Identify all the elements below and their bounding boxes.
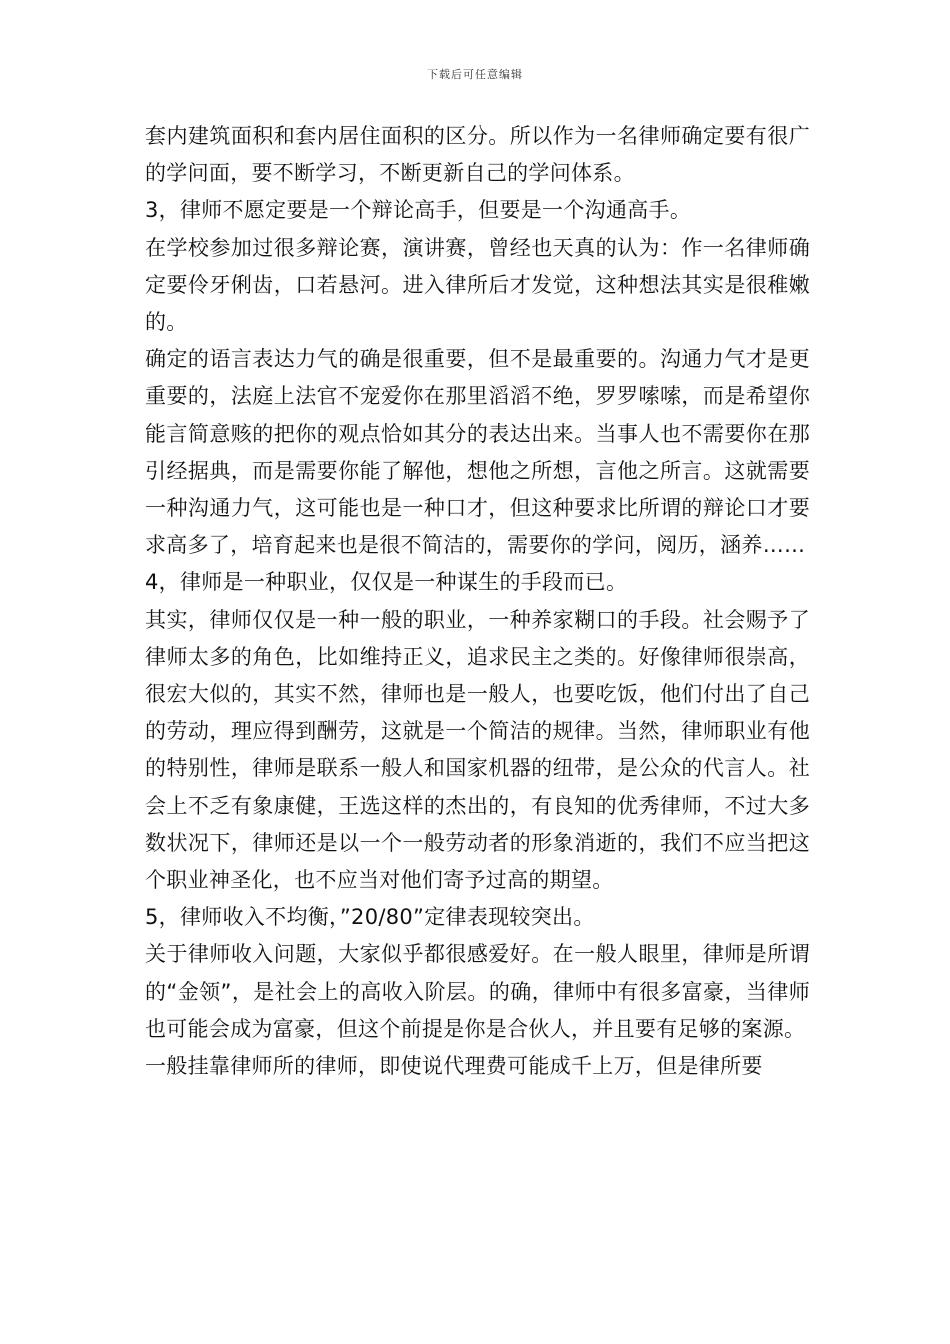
paragraph: 一般挂靠律师所的律师，即使说代理费可能成千上万，但是律所要 bbox=[145, 1054, 763, 1079]
section-heading-5: 5，律师收入不均衡，”20/80”定律表现较突出。 bbox=[145, 905, 595, 930]
document-body bbox=[145, 118, 810, 1085]
paragraph: 套内建筑面积和套内居住面积的区分。所以作为一名律师确定要有很广的学问面，要不断学习，不断更新自己的学问体系。 bbox=[145, 124, 810, 186]
paragraph: 在学校参加过很多辩论赛，演讲赛，曾经也天真的认为：作一名律师确定要伶牙俐齿，口若悬河。进入律所后才发觉，这种想法其实是很稚嫩的。 bbox=[145, 235, 810, 335]
page-header: 下载后可任意编辑 bbox=[427, 68, 523, 81]
paragraph: 关于律师收入问题，大家似乎都很感爱好。在一般人眼里，律师是所谓的“金领”，是社会上的高收入阶层。的确，律师中有很多富豪，当律师也可能会成为富豪，但这个前提是你是合伙人，并且要有足够的案源。 bbox=[145, 942, 810, 1041]
paragraph: 其实，律师仅仅是一种一般的职业，一种养家糊口的手段。社会赐予了律师太多的角色，比如维持正义，追求民主之类的。好像律师很崇高，很宏大似的，其实不然，律师也是一般人，也要吃饭，他们付出了自己的劳动，理应得到酬劳，这就是一个简洁的规律。当然，律师职业有他的特别性，律师是联系一般人和国家机器的纽带，是公众的代言人。社会上不乏有象康健，王选这样的杰出的，有良知的优秀律师，不过大多数状况下，律师还是以一个一般劳动者的形象消逝的，我们不应当把这个职业神圣化，也不应当对他们寄予过高的期望。 bbox=[145, 607, 810, 893]
section-heading-4: 4，律师是一种职业，仅仅是一种谋生的手段而已。 bbox=[145, 570, 628, 595]
paragraph: 确定的语言表达力气的确是很重要，但不是最重要的。沟通力气才是更重要的，法庭上法官不宠爱你在那里滔滔不绝，罗罗嗦嗦，而是希望你能言简意赅的把你的观点恰如其分的表达出来。当事人也不需要你在那引经据典，而是需要你能了解他，想他之所想，言他之所言。这就需要一种沟通力气，这可能也是一种口才，但这种要求比所谓的辩论口才要求高多了，培育起来也是很不简洁的，需要你的学问，阅历，涵养…… bbox=[145, 347, 810, 558]
section-heading-3: 3，律师不愿定要是一个辩论高手，但要是一个沟通高手。 bbox=[145, 198, 692, 223]
